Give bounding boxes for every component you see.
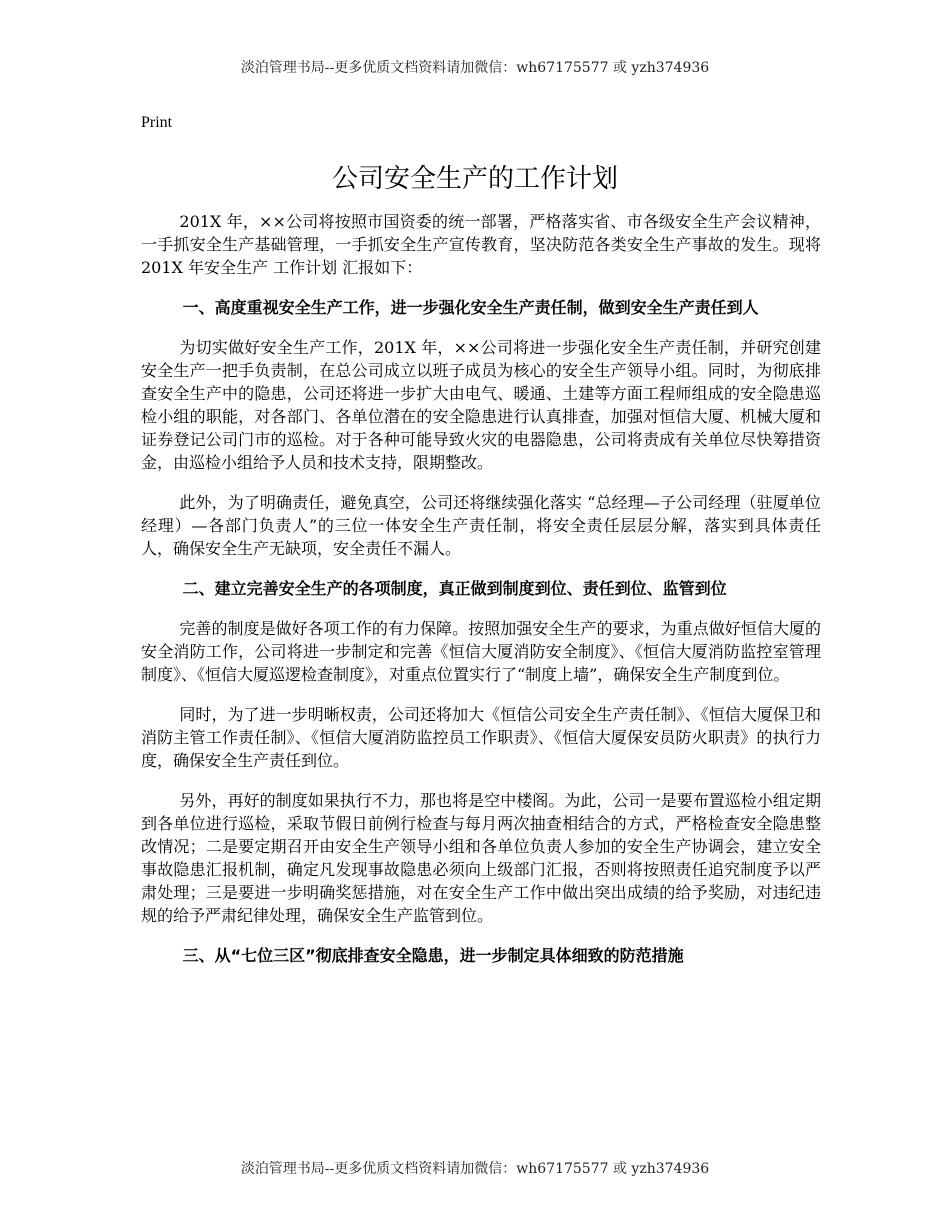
body-paragraph: 同时，为了进一步明晰权责，公司还将加大《恒信公司安全生产责任制》、《恒信大厦保卫和消防主管工作责任制》、《恒信大厦消防监控员工作职责》、《恒信大厦保安员防火职责》的执行力度，确保安全生产责任到位。 [141,705,821,770]
body-paragraph: 完善的制度是做好各项工作的有力保障。按照加强安全生产的要求，为重点做好恒信大厦的安全消防工作，公司将进一步制定和完善《恒信大厦消防安全制度》、《恒信大厦消防监控室管理制度》、《恒信大厦巡逻检查制度》，对重点位置实行了“制度上墙”，确保安全生产制度到位。 [141,619,821,684]
print-label: Print [141,114,173,131]
document-body [141,210,821,984]
page-footer: 淡泊管理书局--更多优质文档资料请加微信：wh67175577 或 yzh374936 [240,1161,710,1177]
body-paragraph: 另外，再好的制度如果执行不力，那也将是空中楼阁。为此，公司一是要布置巡检小组定期到各单位进行巡检，采取节假日前例行检查与每月两次抽查相结合的方式，严格检查安全隐患整改情况；二是要定期召开由安全生产领导小组和各单位负责人参加的安全生产协调会，建立安全事故隐患汇报机制，确定凡发现事故隐患必须向上级部门汇报，否则将按照责任追究制度予以严肃处理；三是要进一步明确奖惩措施，对在安全生产工作中做出突出成绩的给予奖励，对违纪违规的给予严肃纪律处理，确保安全生产监管到位。 [141,791,821,925]
document-title: 公司安全生产的工作计划 [331,164,618,194]
section-heading-1: 一、高度重视安全生产工作，进一步强化安全生产责任制，做到安全生产责任到人 [182,298,759,317]
section-heading-3: 三、从“七位三区”彻底排查安全隐患，进一步制定具体细致的防范措施 [182,946,684,965]
body-paragraph: 此外，为了明确责任，避免真空，公司还将继续强化落实 “总经理—子公司经理（驻厦单位经理）—各部门负责人”的三位一体安全生产责任制，将安全责任层层分解，落实到具体责任人，确保安全生产无缺项，安全责任不漏人。 [141,493,821,558]
page-header: 淡泊管理书局--更多优质文档资料请加微信：wh67175577 或 yzh374936 [240,60,710,76]
section-heading-2: 二、建立完善安全生产的各项制度，真正做到制度到位、责任到位、监管到位 [182,579,727,598]
body-paragraph: 为切实做好安全生产工作，201X 年，××公司将进一步强化安全生产责任制，并研究创建安全生产一把手负责制，在总公司成立以班子成员为核心的安全生产领导小组。同时，为彻底排查安全生产中的隐患，公司还将进一步扩大由电气、暖通、土建等方面工程师组成的安全隐患巡检小组的职能，对各部门、各单位潜在的安全隐患进行认真排查，加强对恒信大厦、机械大厦和证券登记公司门市的巡检。对于各种可能导致火灾的电器隐患，公司将责成有关单位尽快筹措资金，由巡检小组给予人员和技术支持，限期整改。 [141,338,821,472]
intro-paragraph: 201X 年，××公司将按照市国资委的统一部署，严格落实省、市各级安全生产会议精神，一手抓安全生产基础管理，一手抓安全生产宣传教育，坚决防范各类安全生产事故的发生。现将 201X 年安全生产 工作计划 汇报如下： [141,212,821,277]
